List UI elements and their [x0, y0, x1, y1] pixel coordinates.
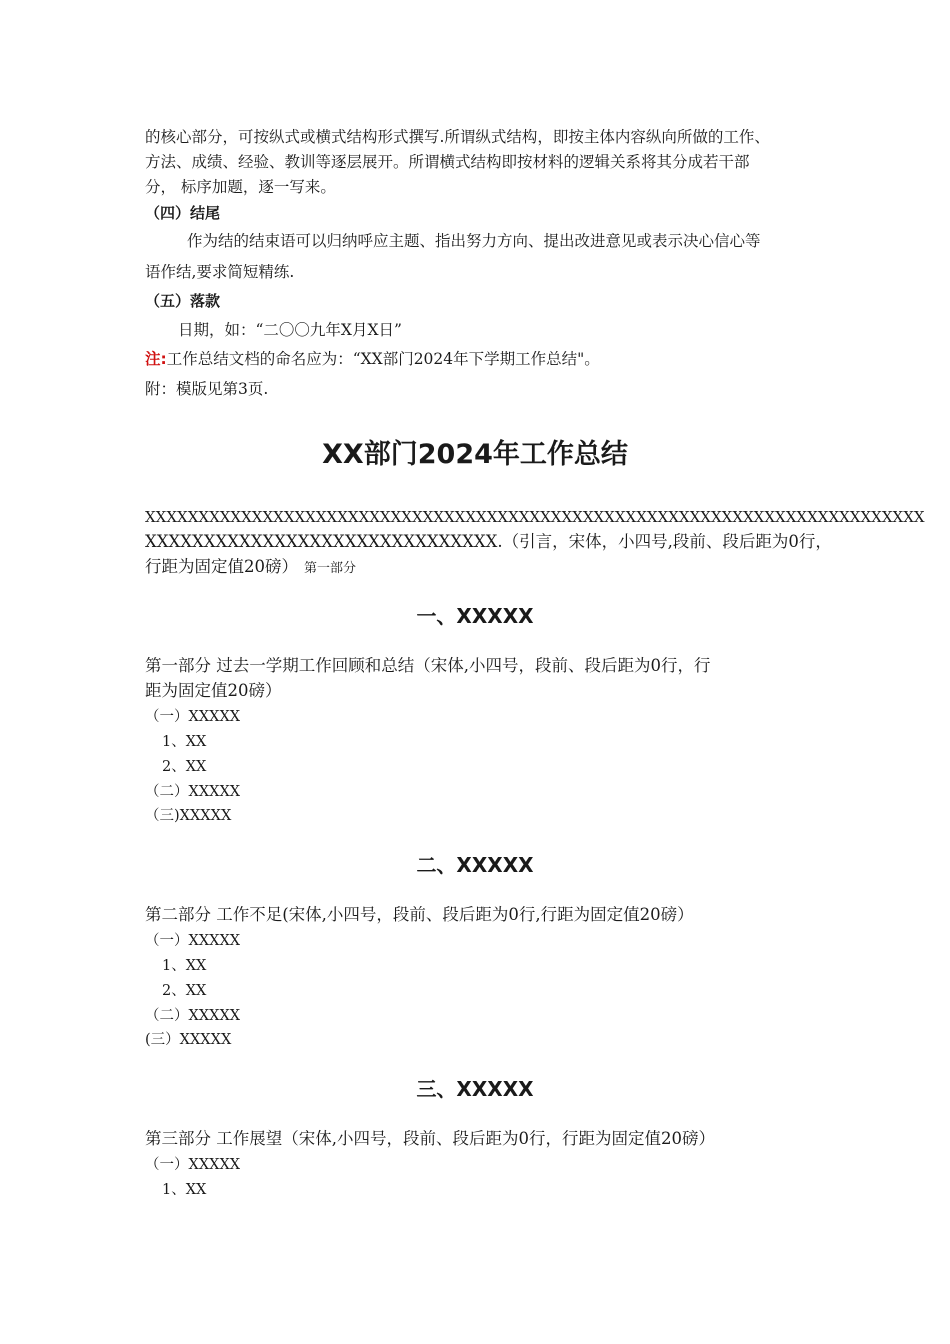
- section-5-line-1: 日期，如：“二〇〇九年X月X日”: [178, 321, 402, 339]
- part-2-item: （二）XXXXX: [145, 1008, 241, 1024]
- appendix-line: 附：模版见第3页.: [145, 380, 269, 398]
- intro-line-1: 的核心部分，可按纵式或横式结构形式撰写.所谓纵式结构，即按主体内容纵向所做的工作、: [145, 128, 770, 146]
- part-2-item: (三）XXXXX: [145, 1032, 232, 1048]
- part-3-item: 1、XX: [162, 1182, 207, 1198]
- part-2-item: 2、XX: [162, 983, 207, 999]
- part-1-item: （二）XXXXX: [145, 784, 241, 800]
- part-3-item: （一）XXXXX: [145, 1157, 241, 1173]
- part-1-line-2: 距为固定值20磅）: [145, 681, 282, 700]
- section-4-line-2: 语作结,要求简短精练.: [145, 263, 295, 281]
- note-text: 工作总结文档的命名应为：“XX部门2024年下学期工作总结"。: [166, 350, 600, 368]
- part-3-heading: 三、XXXXX: [416, 1077, 534, 1101]
- section-4-heading: （四）结尾: [145, 204, 221, 222]
- part-2-item: （一）XXXXX: [145, 933, 241, 949]
- part-2-item: 1、XX: [162, 958, 207, 974]
- section-4-line-1: 作为结的结束语可以归纳呼应主题、指出努力方向、提出改进意见或表示决心信心等: [187, 232, 761, 250]
- section-5-heading: （五）落款: [145, 292, 221, 310]
- document-title: XX部门2024年工作总结: [322, 439, 628, 470]
- part-1-item: 2、XX: [162, 759, 207, 775]
- part-1-item: （三)XXXXX: [145, 808, 232, 824]
- intro-line-3: 分， 标序加题，逐一写来。: [145, 178, 336, 196]
- lead-line-1: XXXXXXXXXXXXXXXXXXXXXXXXXXXXXXXXXXXXXXXXXXXXXXXXXXXXXXXXXXXXXXXXXXXXXXXXX: [145, 508, 925, 526]
- part-1-item: 1、XX: [162, 734, 207, 750]
- part-1-item: （一）XXXXX: [145, 709, 241, 725]
- lead-line-2: XXXXXXXXXXXXXXXXXXXXXXXXXXXXXX.（引言，宋体，小四号,段前、段后距为0行，: [145, 532, 832, 551]
- part-3-line-1: 第三部分 工作展望（宋体,小四号，段前、段后距为0行，行距为固定值20磅）: [145, 1129, 715, 1148]
- intro-line-2: 方法、成绩、经验、教训等逐层展开。所谓横式结构即按材料的逻辑关系将其分成若干部: [145, 153, 750, 171]
- lead-line-3-text: 行距为固定值20磅）: [145, 557, 298, 576]
- part-2-heading: 二、XXXXX: [416, 853, 534, 877]
- lead-line-3-suffix: 第一部分: [304, 561, 357, 576]
- note-label: 注:: [145, 350, 167, 368]
- lead-line-3: [145, 557, 356, 579]
- note-line: [145, 349, 600, 369]
- part-2-line-1: 第二部分 工作不足(宋体,小四号，段前、段后距为0行,行距为固定值20磅）: [145, 905, 694, 924]
- part-1-line-1: 第一部分 过去一学期工作回顾和总结（宋体,小四号，段前、段后距为0行，行: [145, 656, 711, 675]
- part-1-heading: 一、XXXXX: [416, 604, 534, 628]
